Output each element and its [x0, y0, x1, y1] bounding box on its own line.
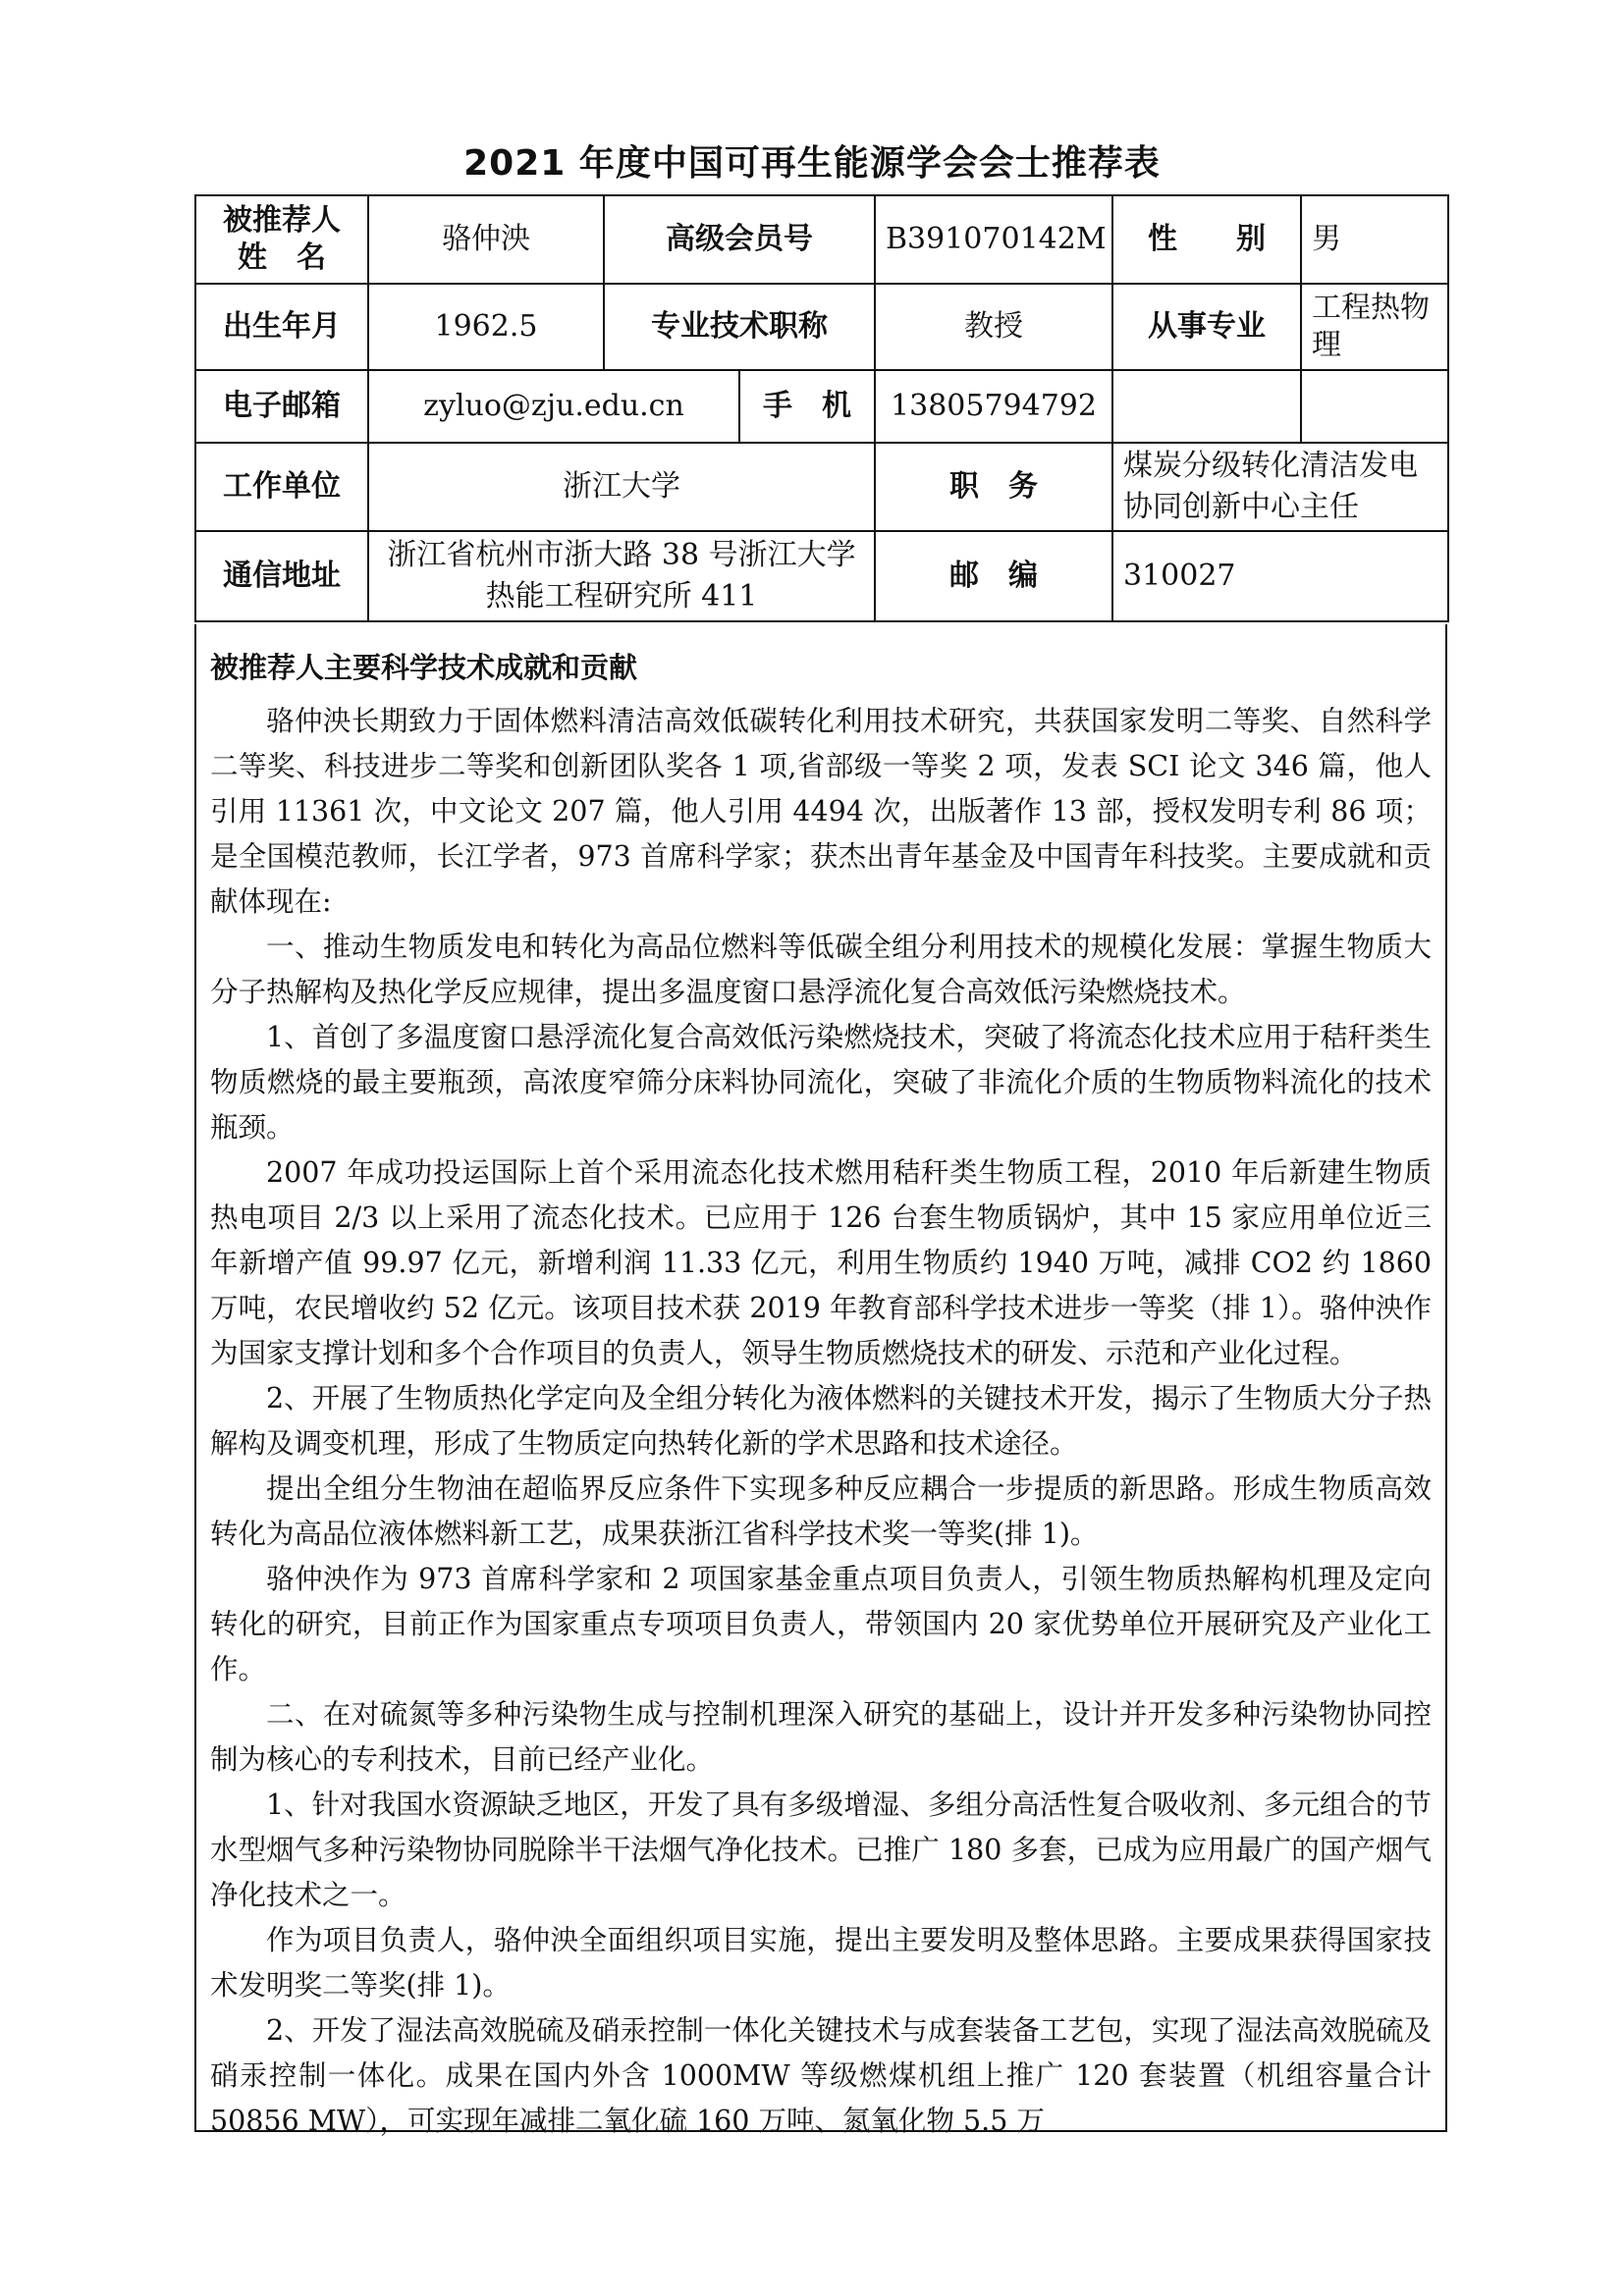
position-label: 职 务: [875, 443, 1112, 531]
prof-title-value: 教授: [875, 284, 1112, 370]
achievement-paragraph: 作为项目负责人，骆仲泱全面组织项目实施，提出主要发明及整体思路。主要成果获得国家技术发明奖二等奖(排 1)。: [210, 1924, 1432, 2002]
employer-value: 浙江大学: [368, 443, 875, 531]
email-label: 电子邮箱: [195, 370, 368, 443]
gender-value: 男: [1301, 195, 1448, 284]
phone-label: 手 机: [739, 370, 875, 443]
achievement-paragraph: 骆仲泱作为 973 首席科学家和 2 项国家基金重点项目负责人，引领生物质热解构机理及定向转化的研究，目前正作为国家重点专项项目负责人，带领国内 20 家优势单位开展研究及产业化工作。: [210, 1563, 1432, 1685]
phone-value: 13805794792: [875, 370, 1112, 443]
birth-value: 1962.5: [368, 284, 604, 370]
specialty-value: 工程热物理: [1301, 284, 1448, 370]
nomination-info-table: [194, 194, 1449, 622]
employer-label: 工作单位: [195, 443, 368, 531]
prof-title-label: 专业技术职称: [604, 284, 875, 370]
nominee-name-value: 骆仲泱: [368, 195, 604, 284]
email-value: zyluo@zju.edu.cn: [368, 370, 739, 443]
achievement-paragraph: 二、在对硫氮等多种污染物生成与控制机理深入研究的基础上，设计并开发多种污染物协同控制为核心的专利技术，目前已经产业化。: [210, 1698, 1432, 1776]
row-email: [195, 370, 1448, 443]
achievement-paragraph: 骆仲泱长期致力于固体燃料清洁高效低碳转化利用技术研究，共获国家发明二等奖、自然科学二等奖、科技进步二等奖和创新团队奖各 1 项,省部级一等奖 2 项，发表 SCI 论文 346 篇，他人引用 11361 次，中文论文 207 篇，他人引用 4494 次，出版著作 13 部，授权发明专利 86 项；是全国模范教师，长江学者，973 首席科学家；获杰出青年基金及中国青年科技奖。主要成就和贡献体现在:: [210, 705, 1432, 918]
row-address: [195, 531, 1448, 621]
empty-cell: [1301, 370, 1448, 443]
achievement-paragraph: 1、首创了多温度窗口悬浮流化复合高效低污染燃烧技术，突破了将流态化技术应用于秸秆类生物质燃烧的最主要瓶颈，高浓度窄筛分床料协同流化，突破了非流化介质的生物质物料流化的技术瓶颈。: [210, 1021, 1432, 1144]
empty-cell: [1112, 370, 1301, 443]
member-no-label: 高级会员号: [604, 195, 875, 284]
postcode-label: 邮 编: [875, 531, 1112, 621]
row-name: [195, 195, 1448, 284]
specialty-label: 从事专业: [1112, 284, 1301, 370]
gender-label: 性 别: [1112, 195, 1301, 284]
achievement-paragraph: 2、开发了湿法高效脱硫及硝汞控制一体化关键技术与成套装备工艺包，实现了湿法高效脱硫及硝汞控制一体化。成果在国内外含 1000MW 等级燃煤机组上推广 120 套装置（机组容量合计 50856 MW），可实现年减排二氧化硫 160 万吨、氮氧化物 5.5 万: [210, 2014, 1432, 2137]
achievement-paragraph: 1、针对我国水资源缺乏地区，开发了具有多级增湿、多组分高活性复合吸收剂、多元组合的节水型烟气多种污染物协同脱除半干法烟气净化技术。已推广 180 多套，已成为应用最广的国产烟气净化技术之一。: [210, 1789, 1432, 1911]
address-label: 通信地址: [195, 531, 368, 621]
page-title: 2021 年度中国可再生能源学会会士推荐表: [463, 143, 1161, 184]
member-no-value: B391070142M: [875, 195, 1112, 284]
achievement-paragraph: 2007 年成功投运国际上首个采用流态化技术燃用秸秆类生物质工程，2010 年后新建生物质热电项目 2/3 以上采用了流态化技术。已应用于 126 台套生物质锅炉，其中 15 家应用单位近三年新增产值 99.97 亿元，新增利润 11.33 亿元，利用生物质约 1940 万吨，减排 CO2 约 1860 万吨，农民增收约 52 亿元。该项目技术获 2019 年教育部科学技术进步一等奖（排 1）。骆仲泱作为国家支撑计划和多个合作项目的负责人，领导生物质燃烧技术的研发、示范和产业化过程。: [210, 1156, 1432, 1369]
achievements-heading: 被推荐人主要科学技术成就和贡献: [210, 651, 638, 684]
achievement-paragraph: 一、推动生物质发电和转化为高品位燃料等低碳全组分利用技术的规模化发展：掌握生物质大分子热解构及热化学反应规律，提出多温度窗口悬浮流化复合高效低污染燃烧技术。: [210, 931, 1432, 1008]
row-employer: [195, 443, 1448, 531]
nominee-name-label: 被推荐人 姓 名: [195, 195, 368, 284]
achievement-paragraph: 2、开展了生物质热化学定向及全组分转化为液体燃料的关键技术开发，揭示了生物质大分子热解构及调变机理，形成了生物质定向热转化新的学术思路和技术途径。: [210, 1382, 1432, 1460]
achievements-section: [194, 624, 1447, 2137]
position-value: 煤炭分级转化清洁发电协同创新中心主任: [1112, 443, 1448, 531]
postcode-value: 310027: [1112, 531, 1448, 621]
address-value: 浙江省杭州市浙大路 38 号浙江大学热能工程研究所 411: [368, 531, 875, 621]
birth-label: 出生年月: [195, 284, 368, 370]
achievement-paragraph: 提出全组分生物油在超临界反应条件下实现多种反应耦合一步提质的新思路。形成生物质高效转化为高品位液体燃料新工艺，成果获浙江省科学技术奖一等奖(排 1)。: [210, 1472, 1432, 1550]
row-birth: [195, 284, 1448, 370]
